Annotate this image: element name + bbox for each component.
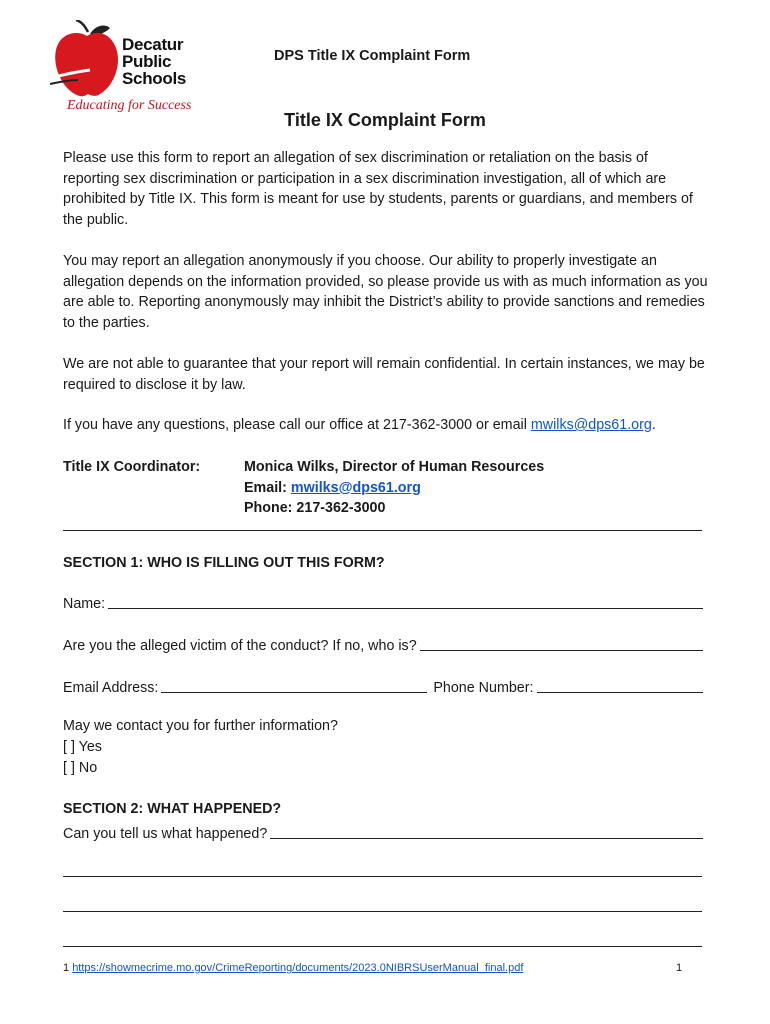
intro-paragraph-3: We are not able to guarantee that your report will remain confidential. In certain instances, we may be required to disclose it by law.	[63, 356, 705, 393]
footnote-number: 1	[63, 962, 73, 974]
intro-paragraph-4	[63, 415, 708, 436]
coordinator-phone: Phone: 217-362-3000	[244, 500, 386, 517]
page-number: 1	[676, 962, 683, 974]
office-email-link[interactable]: mwilks@dps61.org	[530, 417, 652, 433]
what-happened-label: Can you tell us what happened?	[63, 826, 268, 842]
coordinator-email-link[interactable]: mwilks@dps61.org	[290, 479, 421, 496]
contact-option-no[interactable]: [ ] No	[63, 760, 98, 776]
name-field	[63, 592, 703, 612]
what-happened-input-line[interactable]	[270, 838, 703, 839]
divider-line	[63, 530, 702, 531]
logo-text-schools: Schools	[122, 69, 187, 88]
what-happened-field	[63, 822, 703, 842]
answer-line-1[interactable]	[63, 876, 702, 877]
coordinator-email-label: Email:	[244, 479, 291, 496]
section-2-heading: SECTION 2: WHAT HAPPENED?	[63, 801, 282, 817]
contact-option-yes[interactable]: [ ] Yes	[63, 739, 102, 755]
phone-number-input-line[interactable]	[537, 692, 704, 693]
victim-input-line[interactable]	[420, 650, 703, 651]
form-title: Title IX Complaint Form	[284, 110, 486, 130]
document-header-title: DPS Title IX Complaint Form	[274, 48, 471, 64]
coordinator-label: Title IX Coordinator:	[63, 459, 201, 475]
victim-label: Are you the alleged victim of the conduct? If no, who is?	[63, 638, 417, 654]
intro-paragraph-1: Please use this form to report an allegation of sex discrimination or retaliation on the basis of reporting sex discrimination or participation in a sex discrimination investigation, all of which are prohibited by Title IX. This form is meant for use by students, parents or guardians, and members of the public.	[63, 150, 693, 228]
name-label: Name:	[63, 596, 106, 612]
email-address-input-line[interactable]	[161, 692, 427, 693]
logo-text-public: Public	[122, 52, 172, 71]
answer-line-2[interactable]	[63, 911, 702, 912]
coordinator-email	[244, 478, 544, 499]
contact-question: May we contact you for further information?	[63, 718, 338, 734]
coordinator-info	[244, 457, 544, 519]
phone-number-label: Phone Number:	[433, 680, 534, 696]
victim-field	[63, 634, 703, 654]
name-input-line[interactable]	[108, 608, 703, 609]
footnote	[63, 962, 523, 974]
intro-paragraph-2: You may report an allegation anonymously if you choose. Our ability to properly investigate an allegation depends on the information provided, so please provide us with as much information as you are able to. Reporting anonymously may inhibit the District’s ability to provide sanctions and remedies to the parties.	[63, 253, 708, 331]
questions-text: If you have any questions, please call our office at 217-362-3000 or email	[63, 417, 531, 433]
apple-icon	[50, 20, 124, 100]
contact-fields	[63, 676, 703, 696]
footnote-link[interactable]: https://showmecrime.mo.gov/CrimeReporting/documents/2023.0NIBRSUserManual_final.pdf	[72, 962, 524, 974]
logo-text-decatur: Decatur	[122, 35, 184, 54]
email-address-label: Email Address:	[63, 680, 159, 696]
answer-line-3[interactable]	[63, 946, 702, 947]
coordinator-name: Monica Wilks, Director of Human Resources	[244, 459, 545, 475]
section-1-heading: SECTION 1: WHO IS FILLING OUT THIS FORM?	[63, 555, 385, 571]
questions-period: .	[651, 417, 656, 433]
logo-tagline: Educating for Success	[67, 98, 192, 113]
